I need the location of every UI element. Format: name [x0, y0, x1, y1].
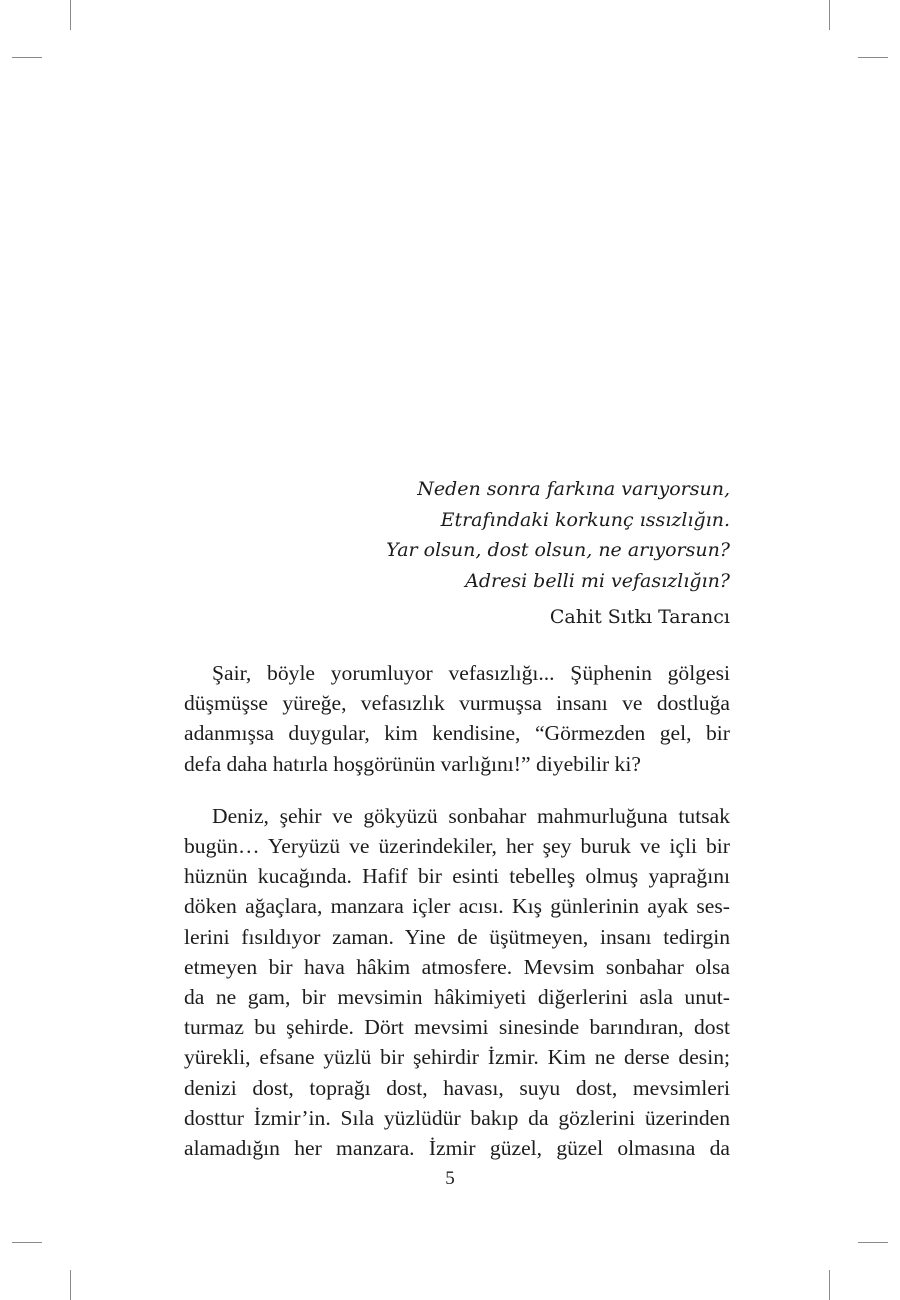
crop-mark-top-right-vertical — [829, 0, 830, 30]
crop-mark-bottom-right-horizontal — [858, 1242, 888, 1243]
crop-mark-top-left-vertical — [70, 0, 71, 30]
crop-mark-bottom-left-vertical — [70, 1270, 71, 1300]
text-line: adanmışsa duygular, kim kendisine, “Görmezden gel, bir — [184, 721, 730, 746]
text-line: defa daha hatırla hoşgörünün varlığını!” diyebilir ki? — [184, 751, 641, 776]
text-line: lerini fısıldıyor zaman. Yine de üşütmeyen, insanı tedirgin — [184, 924, 730, 949]
epigraph-author: Cahit Sıtkı Tarancı — [549, 606, 730, 628]
epigraph-line: Adresi belli mi vefasızlığın? — [465, 569, 730, 592]
text-line: döken ağaçlara, manzara içler acısı. Kış günlerinin ayak ses- — [184, 894, 730, 919]
text-line: etmeyen bir hava hâkim atmosfere. Mevsim sonbahar olsa — [184, 954, 730, 979]
text-line: dosttur İzmir’in. Sıla yüzlüdür bakıp da gözlerini üzerinden — [184, 1105, 730, 1130]
text-line: bugün… Yeryüzü ve üzerindekiler, her şey buruk ve içli bir — [184, 834, 730, 859]
epigraph — [184, 474, 730, 632]
text-line: alamadığın her manzara. İzmir güzel, güzel olmasına da — [184, 1136, 730, 1161]
epigraph-line: Etrafındaki korkunç ıssızlığın. — [440, 508, 730, 531]
text-line: Şair, böyle yorumluyor vefasızlığı... Şüphenin gölgesi — [212, 661, 730, 685]
text-line: Deniz, şehir ve gökyüzü sonbahar mahmurluğuna tutsak — [212, 803, 730, 828]
crop-mark-top-right-horizontal — [858, 57, 888, 58]
epigraph-line: Neden sonra farkına varıyorsun, — [417, 478, 730, 500]
crop-mark-bottom-left-horizontal — [12, 1242, 42, 1243]
body-text — [184, 658, 730, 1163]
epigraph-line: Yar olsun, dost olsun, ne arıyorsun? — [386, 539, 730, 561]
text-line: yürekli, efsane yüzlü bir şehirdir İzmir. Kim ne derse desin; — [184, 1045, 730, 1070]
book-page — [184, 474, 730, 1185]
page-number: 5 — [445, 1168, 455, 1189]
text-line: hüznün kucağında. Hafif bir esinti tebelleş olmuş yaprağını — [184, 864, 730, 889]
crop-mark-bottom-right-vertical — [829, 1270, 830, 1300]
crop-mark-top-left-horizontal — [12, 57, 42, 58]
text-line: turmaz bu şehirde. Dört mevsimi sinesinde barındıran, dost — [184, 1015, 730, 1040]
paragraph — [184, 801, 730, 1163]
paragraph — [184, 658, 730, 779]
text-line: düşmüşse yüreğe, vefasızlık vurmuşsa insanı ve dostluğa — [184, 691, 730, 716]
text-line: da ne gam, bir mevsimin hâkimiyeti diğerlerini asla unut- — [184, 985, 730, 1010]
text-line: denizi dost, toprağı dost, havası, suyu dost, mevsimleri — [184, 1075, 730, 1100]
